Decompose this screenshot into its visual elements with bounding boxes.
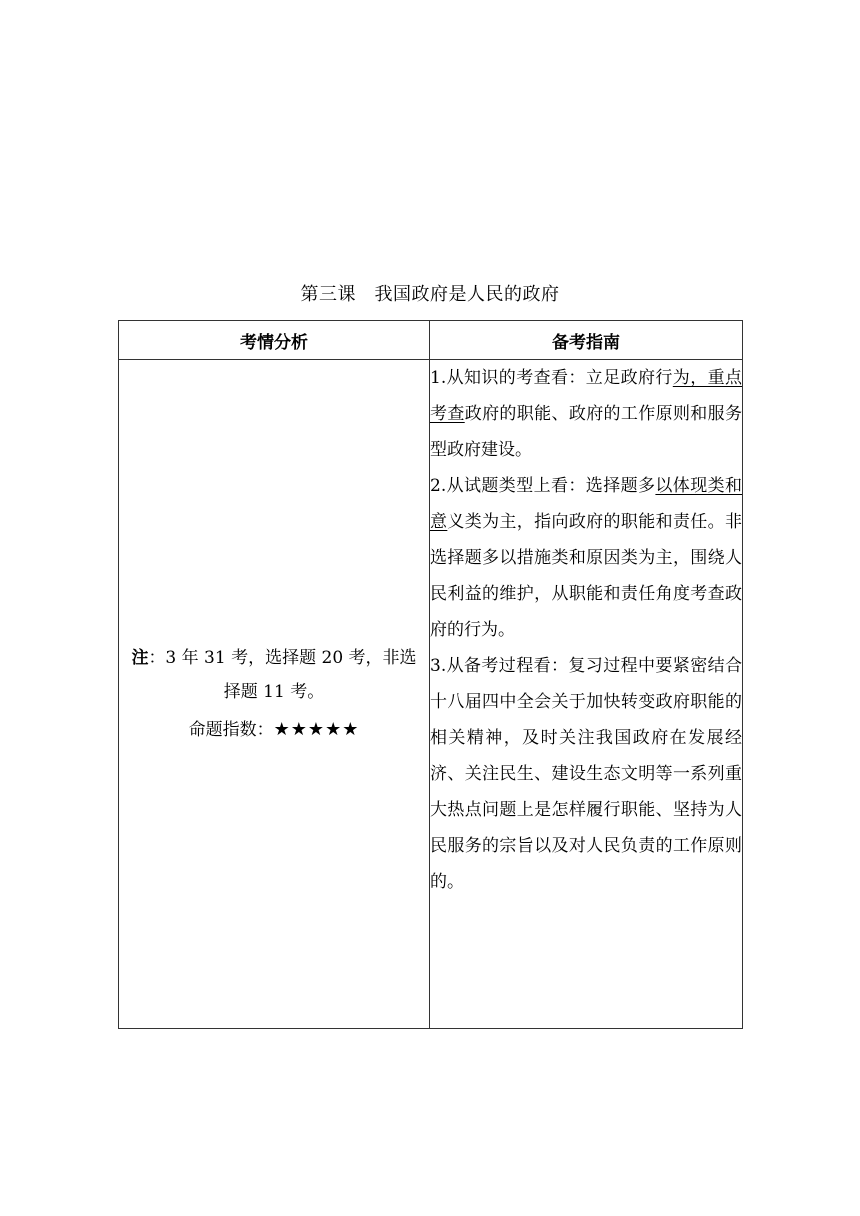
header-row (119, 321, 743, 360)
header-exam-analysis: 考情分析 (119, 321, 430, 360)
note-label: 注 (131, 648, 149, 668)
guide-point-question-type (430, 468, 742, 648)
index-label: 命题指数： (188, 720, 274, 740)
guide-point-2-text-a: 2.从试题类型上看：选择题多 (430, 476, 656, 496)
guide-point-1-text-b: 政府的职能、政府的工作原则和服务型政府建设。 (430, 404, 743, 460)
header-prep-guide: 备考指南 (430, 321, 743, 360)
page-title: 第三课 我国政府是人民的政府 (300, 284, 560, 305)
guide-point-1-underlined: 为，重点考查 (430, 368, 742, 424)
star-rating: ★★★★★ (273, 719, 360, 740)
guide-point-knowledge (430, 360, 742, 468)
exam-guide-table (118, 320, 743, 1029)
guide-point-2-underlined: 以体现类和意 (430, 476, 742, 532)
guide-point-preparation: 3.从备考过程看：复习过程中要紧密结合十八届四中全会关于加快转变政府职能的相关精神，及时关注我国政府在发展经济、关注民生、建设生态文明等一系列重大热点问题上是怎样履行职能、坚持为人民服务的宗旨以及对人民负责的工作原则的。 (430, 656, 742, 892)
note-text: ：3 年 31 考，选择题 20 考，非选择题 11 考。 (148, 648, 417, 702)
difficulty-index (119, 713, 429, 747)
prep-guide-cell (430, 360, 743, 1029)
exam-analysis-cell (119, 360, 430, 1029)
guide-point-2-text-b: 义类为主，指向政府的职能和责任。非选择题多以措施类和原因类为主，围绕人民利益的维护，从职能和责任角度考查政府的行为。 (430, 512, 743, 640)
content-row (119, 360, 743, 1029)
guide-point-1-text-a: 1.从知识的考查看：立足政府行 (430, 368, 673, 388)
exam-note (119, 641, 429, 709)
